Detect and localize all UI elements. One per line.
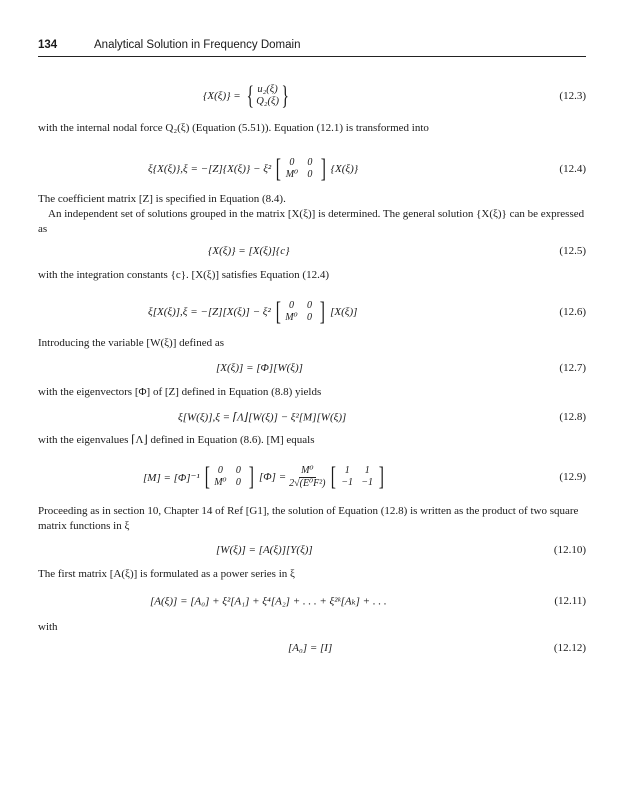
eq6-m12: 0 xyxy=(306,300,312,311)
eq3-vector: { u₂(ξ) Q₂(ξ) } xyxy=(246,81,289,110)
equation-12-9 xyxy=(38,457,586,497)
equation-12-6 xyxy=(38,295,586,329)
eq4-m11: 0 xyxy=(289,157,295,168)
eq10-text: [W(ξ)] = [A(ξ)][Y(ξ)] xyxy=(216,544,313,556)
eq6-number: (12.6) xyxy=(559,306,586,318)
eq5-text: {X(ξ)} = [X(ξ)]{c} xyxy=(208,245,290,257)
equation-12-12 xyxy=(38,635,586,661)
eq7-text: [X(ξ)] = [Φ][W(ξ)] xyxy=(216,362,303,374)
equation-12-10 xyxy=(38,537,586,563)
paragraph-5: Introducing the variable [W(ξ)] defined as xyxy=(38,337,225,349)
eq6-m11: 0 xyxy=(288,300,294,311)
equation-12-8 xyxy=(38,404,586,430)
paragraph-3: An independent set of solutions grouped in the matrix [X(ξ)] is determined. The general solution {X(ξ)} can be expressed as xyxy=(38,208,585,235)
eq11-number: (12.11) xyxy=(554,595,586,607)
eq4-number: (12.4) xyxy=(559,163,586,175)
eq9-n11: 1 xyxy=(344,465,350,476)
eq6-rhs: [X(ξ)] xyxy=(330,306,358,318)
eq4-m21: M⁰ xyxy=(285,169,299,180)
eq9-n12: 1 xyxy=(364,465,370,476)
equation-12-7 xyxy=(38,355,586,381)
eq9-m11: 0 xyxy=(217,465,223,476)
eq9-n22: −1 xyxy=(361,477,374,488)
paragraph-2: The coefficient matrix [Z] is specified in Equation (8.4). xyxy=(38,193,286,205)
eq3-top: u₂(ξ) xyxy=(257,84,278,95)
paragraph-6: with the eigenvectors [Φ] of [Z] defined in Equation (8.8) yields xyxy=(38,386,322,398)
eq9-frac-den: 2√(E⁰F²) xyxy=(289,477,326,489)
paragraph-1: with the internal nodal force Q₂(ξ) (Equation (5.51)). Equation (12.1) is transformed into xyxy=(38,122,429,134)
paragraph-10: with xyxy=(38,621,58,633)
eq9-m12: 0 xyxy=(235,465,241,476)
eq6-lhs: ξ[X(ξ)],ξ = −[Z][X(ξ)] − ξ² xyxy=(148,306,271,318)
eq9-number: (12.9) xyxy=(559,471,586,483)
eq9-frac-num: M⁰ xyxy=(301,464,314,476)
eq12-text: [A₀] = [I] xyxy=(288,642,333,654)
equation-12-3 xyxy=(38,76,586,116)
eq9-m21: M⁰ xyxy=(214,477,227,488)
paragraph-7: with the eigenvalues ⌈Λ⌋ defined in Equation (8.6). [M] equals xyxy=(38,434,315,446)
paragraph-8: Proceeding as in section 10, Chapter 14 of Ref [G1], the solution of Equation (12.8) is written as the product of two square matrix functions in ξ xyxy=(38,505,579,532)
eq9-n21: −1 xyxy=(341,477,354,488)
eq4-rhs: {X(ξ)} xyxy=(330,163,359,175)
eq8-text: ξ[W(ξ)],ξ = ⌈Λ⌋[W(ξ)] − ξ²[M][W(ξ)] xyxy=(178,411,347,424)
eq3-number: (12.3) xyxy=(559,90,586,102)
eq4-matrix: [ 0 0 M⁰ 0 ] xyxy=(275,154,326,183)
eq6-m21: M⁰ xyxy=(285,312,298,323)
paragraph-9: The first matrix [A(ξ)] is formulated as a power series in ξ xyxy=(38,568,295,580)
eq8-number: (12.8) xyxy=(559,411,586,423)
eq3-bottom: Q₂(ξ) xyxy=(256,96,279,107)
eq6-matrix: [ 0 0 M⁰ 0 ] xyxy=(275,297,326,326)
eq5-number: (12.5) xyxy=(559,245,586,257)
eq12-number: (12.12) xyxy=(553,642,586,654)
eq9-matrix-2: [ 1 1 −1 −1 ] xyxy=(330,462,385,491)
eq10-number: (12.10) xyxy=(553,544,586,556)
equation-12-5 xyxy=(38,238,586,264)
eq11-text: [A(ξ)] = [A₀] + ξ²[A₁] + ξ⁴[A₂] + . . . + ξ²ᵏ[Aₖ] + . . . xyxy=(150,595,387,608)
eq7-number: (12.7) xyxy=(559,362,586,374)
equation-12-4 xyxy=(38,152,586,186)
page-number: 134 xyxy=(38,39,58,51)
equation-12-11 xyxy=(38,588,586,614)
page-header xyxy=(38,38,586,57)
eq9-matrix: [ 0 0 M⁰ 0 ] xyxy=(204,462,255,491)
eq9-fraction xyxy=(289,465,325,490)
paragraph-4: with the integration constants {c}. [X(ξ)] satisfies Equation (12.4) xyxy=(38,269,330,281)
eq4-lhs: ξ{X(ξ)},ξ = −[Z]{X(ξ)} − ξ² xyxy=(148,163,272,175)
eq4-m12: 0 xyxy=(307,157,313,168)
eq3-lhs: {X(ξ)} = xyxy=(203,90,241,102)
eq6-m22: 0 xyxy=(306,312,312,323)
running-title: Analytical Solution in Frequency Domain xyxy=(94,39,301,51)
eq9-mid: [Φ] = xyxy=(259,471,287,483)
eq4-m22: 0 xyxy=(307,169,313,180)
eq9-m22: 0 xyxy=(235,477,241,488)
eq9-lhs: [M] = [Φ]⁻¹ xyxy=(143,471,200,484)
